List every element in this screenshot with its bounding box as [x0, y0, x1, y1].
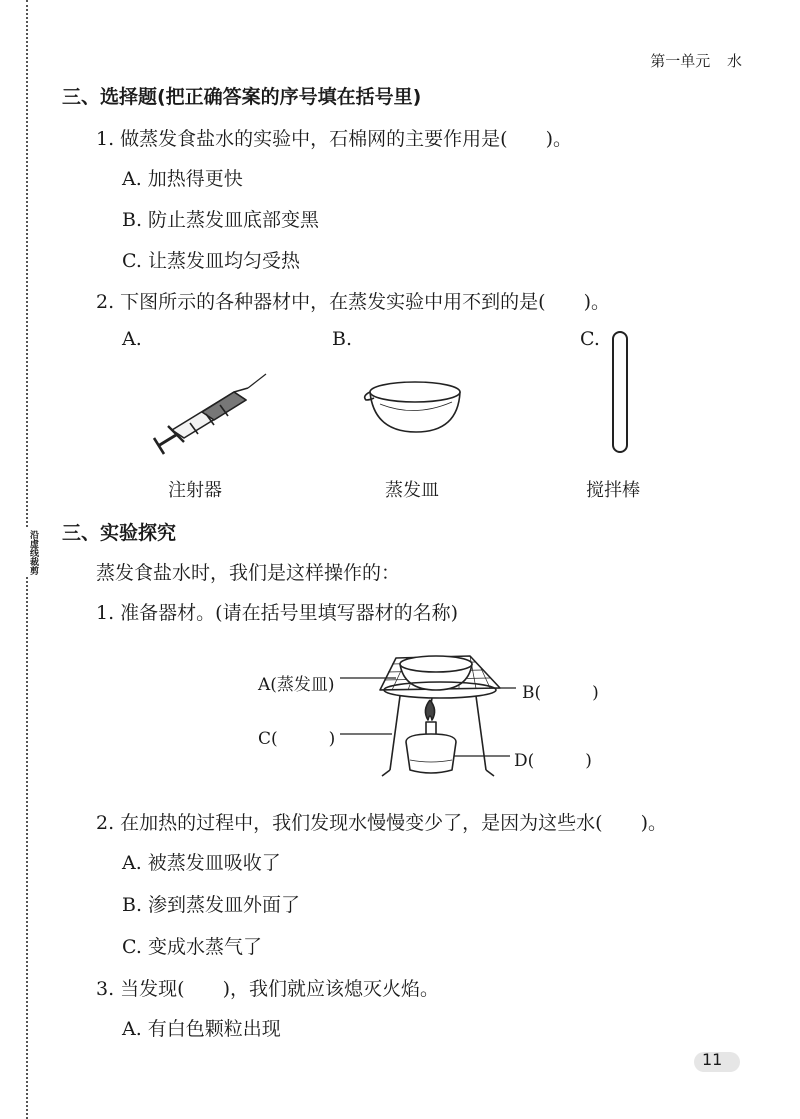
- q1-option-a: A. 加热得更快: [122, 168, 243, 190]
- s2-q2-option-c: C. 变成水蒸气了: [122, 936, 262, 958]
- label-b-blank[interactable]: B( ): [522, 683, 599, 703]
- label-c-blank[interactable]: C( ): [258, 729, 336, 749]
- caption-syringe: 注射器: [168, 480, 222, 501]
- s2-q3-option-a: A. 有白色颗粒出现: [122, 1018, 281, 1040]
- s2-q1-stem: 1. 准备器材。(请在括号里填写器材的名称): [96, 602, 458, 624]
- s2-q3-stem: 3. 当发现( )，我们就应该熄灭火焰。: [96, 978, 439, 1000]
- section1-title: 三、选择题(把正确答案的序号填在括号里): [62, 86, 422, 108]
- q1-option-c: C. 让蒸发皿均匀受热: [122, 250, 300, 272]
- header-unit: 第一单元: [650, 52, 711, 70]
- caption-stirring-rod: 搅拌棒: [586, 480, 640, 501]
- s2-q2-stem: 2. 在加热的过程中，我们发现水慢慢变少了，是因为这些水( )。: [96, 812, 667, 834]
- label-d-blank[interactable]: D( ): [514, 751, 592, 771]
- page-header: [638, 50, 742, 71]
- section2-intro: 蒸发食盐水时，我们是这样操作的：: [96, 562, 401, 584]
- syringe-icon: [150, 372, 270, 462]
- stirring-rod-icon: [610, 330, 634, 456]
- s2-q2-option-b: B. 渗到蒸发皿外面了: [122, 894, 301, 916]
- s2-q2-option-a: A. 被蒸发皿吸收了: [122, 852, 281, 874]
- page-number-badge: [694, 1048, 740, 1074]
- q2-letter-b: B.: [332, 328, 353, 350]
- evaporating-dish-icon: [360, 378, 468, 436]
- alcohol-lamp: [406, 734, 456, 773]
- q2-stem: 2. 下图所示的各种器材中，在蒸发实验中用不到的是( )。: [96, 291, 610, 313]
- caption-evaporating-dish: 蒸发皿: [385, 480, 439, 501]
- page-number: 11: [702, 1050, 723, 1069]
- evaporation-apparatus-diagram: [370, 650, 530, 780]
- q2-letter-a: A.: [122, 328, 142, 350]
- flame: [425, 700, 434, 720]
- section2-title: 三、实验探究: [62, 522, 177, 544]
- cut-line-label: 沿虚线裁剪: [14, 528, 38, 577]
- label-a-evaporating-dish: A(蒸发皿): [258, 675, 335, 695]
- header-topic: 水: [726, 52, 742, 70]
- q1-option-b: B. 防止蒸发皿底部变黑: [122, 209, 320, 231]
- q2-letter-c: C.: [580, 328, 600, 350]
- q1-stem: 1. 做蒸发食盐水的实验中，石棉网的主要作用是( )。: [96, 128, 572, 150]
